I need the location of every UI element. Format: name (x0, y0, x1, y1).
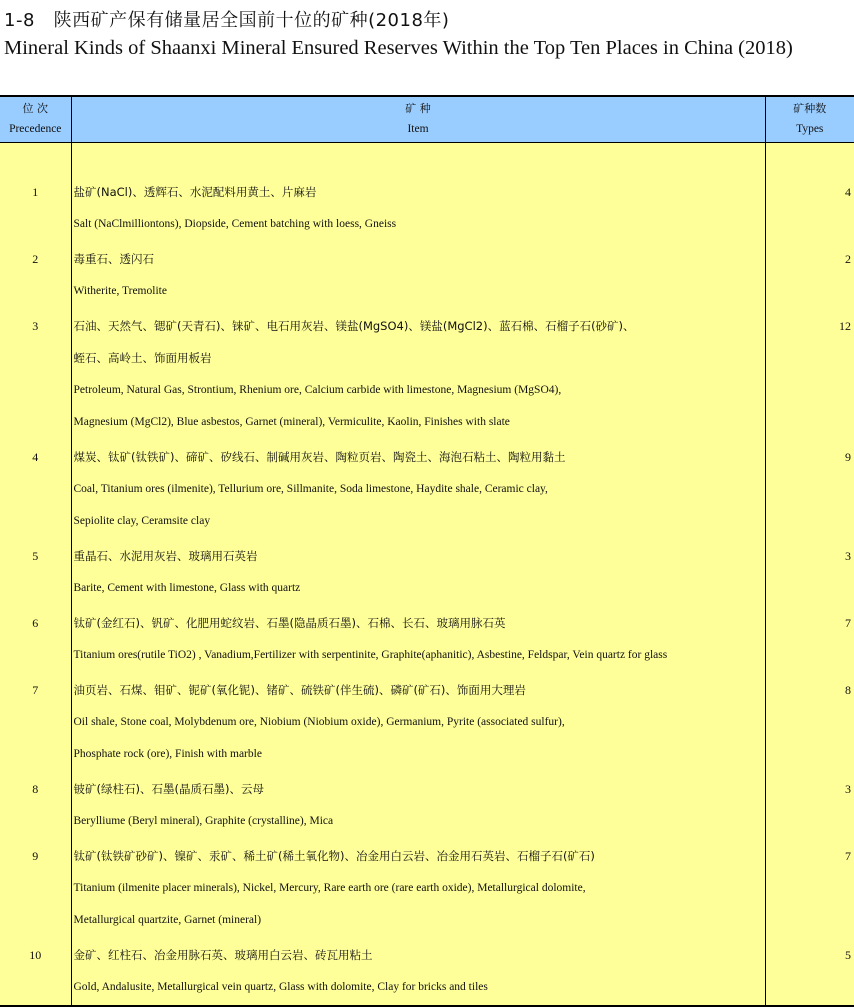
item-en-line: Berylliume (Beryl mineral), Graphite (crystalline), Mica (72, 805, 765, 837)
item-cn-line: 毒重石、透闪石 (72, 243, 765, 275)
rank-cell: 9 (0, 837, 71, 936)
table-number: 1-8 (4, 10, 35, 31)
rank-cell: 10 (0, 936, 71, 1006)
rank-cell: 2 (0, 240, 71, 307)
header-types (765, 96, 854, 142)
item-cell (71, 307, 765, 438)
header-precedence-cn: 位 次 (0, 99, 71, 119)
item-en-line: Phosphate rock (ore), Finish with marble (72, 738, 765, 770)
item-cn-line: 重晶石、水泥用灰岩、玻璃用石英岩 (72, 540, 765, 572)
header-item-en: Item (72, 119, 765, 139)
item-cn-line: 煤炭、钛矿(钛铁矿)、碲矿、矽线石、制碱用灰岩、陶粒页岩、陶瓷土、海泡石粘土、陶粒用黏土 (72, 441, 765, 473)
item-cell (71, 604, 765, 671)
table-row (0, 307, 854, 438)
minerals-table (0, 95, 854, 1007)
types-count-cell: 4 (765, 173, 854, 240)
table-row (0, 537, 854, 604)
table-row (0, 604, 854, 671)
table-row (0, 240, 854, 307)
rank-cell: 8 (0, 770, 71, 837)
types-count-cell: 2 (765, 240, 854, 307)
header-item (71, 96, 765, 142)
item-cell (71, 936, 765, 1006)
item-cn-line: 钛矿(金红石)、钒矿、化肥用蛇纹岩、石墨(隐晶质石墨)、石棉、长石、玻璃用脉石英 (72, 607, 765, 639)
table-row (0, 438, 854, 537)
types-count-cell: 5 (765, 936, 854, 1006)
item-cn-line: 油页岩、石煤、钼矿、铌矿(氧化铌)、锗矿、硫铁矿(伴生硫)、磷矿(矿石)、饰面用大理岩 (72, 674, 765, 706)
table-body (0, 142, 854, 1006)
table-row (0, 837, 854, 936)
rank-cell: 6 (0, 604, 71, 671)
spacer-row (0, 142, 854, 173)
header-precedence-en: Precedence (0, 119, 71, 139)
table-header-row (0, 96, 854, 142)
types-count-cell: 7 (765, 604, 854, 671)
table-row (0, 936, 854, 1006)
item-en-line: Gold, Andalusite, Metallurgical vein quartz, Glass with dolomite, Clay for bricks and tiles (72, 971, 765, 1003)
item-cell (71, 240, 765, 307)
header-item-cn: 矿 种 (72, 99, 765, 119)
item-cell (71, 770, 765, 837)
page-title-en: Mineral Kinds of Shaanxi Mineral Ensured Reserves Within the Top Ten Places in China (2018) (4, 37, 793, 60)
item-en-line: Witherite, Tremolite (72, 275, 765, 307)
page-title-cn (4, 6, 449, 32)
item-cell (71, 671, 765, 770)
item-cell (71, 837, 765, 936)
item-cell (71, 537, 765, 604)
table-row (0, 770, 854, 837)
types-count-cell: 8 (765, 671, 854, 770)
types-count-cell: 7 (765, 837, 854, 936)
item-en-line: Barite, Cement with limestone, Glass with quartz (72, 572, 765, 604)
rank-cell: 3 (0, 307, 71, 438)
title-cn-text: 陕西矿产保有储量居全国前十位的矿种(2018年) (54, 10, 450, 31)
types-count-cell: 3 (765, 770, 854, 837)
table-row (0, 173, 854, 240)
rank-cell: 5 (0, 537, 71, 604)
item-cn-line: 蛭石、高岭土、饰面用板岩 (72, 342, 765, 374)
header-precedence (0, 96, 71, 142)
item-cn-line: 钛矿(钛铁矿砂矿)、镍矿、汞矿、稀土矿(稀土氧化物)、冶金用白云岩、冶金用石英岩、石榴子石(矿石) (72, 840, 765, 872)
item-en-line: Metallurgical quartzite, Garnet (mineral) (72, 904, 765, 936)
rank-cell: 1 (0, 173, 71, 240)
item-en-line: Petroleum, Natural Gas, Strontium, Rhenium ore, Calcium carbide with limestone, Magnesium (MgSO4), (72, 374, 765, 406)
item-en-line: Sepiolite clay, Ceramsite clay (72, 505, 765, 537)
item-cn-line: 铍矿(绿柱石)、石墨(晶质石墨)、云母 (72, 773, 765, 805)
header-types-en: Types (766, 119, 854, 139)
item-cn-line: 石油、天然气、锶矿(天青石)、铼矿、电石用灰岩、镁盐(MgSO4)、镁盐(MgCl2)、蓝石棉、石榴子石(砂矿)、 (72, 310, 765, 342)
types-count-cell: 9 (765, 438, 854, 537)
item-en-line: Magnesium (MgCl2), Blue asbestos, Garnet (mineral), Vermiculite, Kaolin, Finishes with slate (72, 406, 765, 438)
item-cell (71, 173, 765, 240)
rank-cell: 4 (0, 438, 71, 537)
item-en-line: Titanium (ilmenite placer minerals), Nickel, Mercury, Rare earth ore (rare earth oxide), Metallurgical dolomite, (72, 872, 765, 904)
header-types-cn: 矿种数 (766, 99, 854, 119)
item-cn-line: 盐矿(NaCl)、透辉石、水泥配料用黄土、片麻岩 (72, 176, 765, 208)
types-count-cell: 12 (765, 307, 854, 438)
table-row (0, 671, 854, 770)
item-cn-line: 金矿、红柱石、冶金用脉石英、玻璃用白云岩、砖瓦用粘土 (72, 939, 765, 971)
rank-cell: 7 (0, 671, 71, 770)
types-count-cell: 3 (765, 537, 854, 604)
item-cell (71, 438, 765, 537)
item-en-line: Coal, Titanium ores (ilmenite), Tellurium ore, Sillmanite, Soda limestone, Haydite shale, Ceramic clay, (72, 473, 765, 505)
item-en-line: Oil shale, Stone coal, Molybdenum ore, Niobium (Niobium oxide), Germanium, Pyrite (associated sulfur), (72, 706, 765, 738)
item-en-line: Salt (NaClmilliontons), Diopside, Cement batching with loess, Gneiss (72, 208, 765, 240)
item-en-line: Titanium ores(rutile TiO2) , Vanadium,Fertilizer with serpentinite, Graphite(aphanitic), Asbestine, Feldspar, Vein quartz for glass (72, 639, 765, 671)
